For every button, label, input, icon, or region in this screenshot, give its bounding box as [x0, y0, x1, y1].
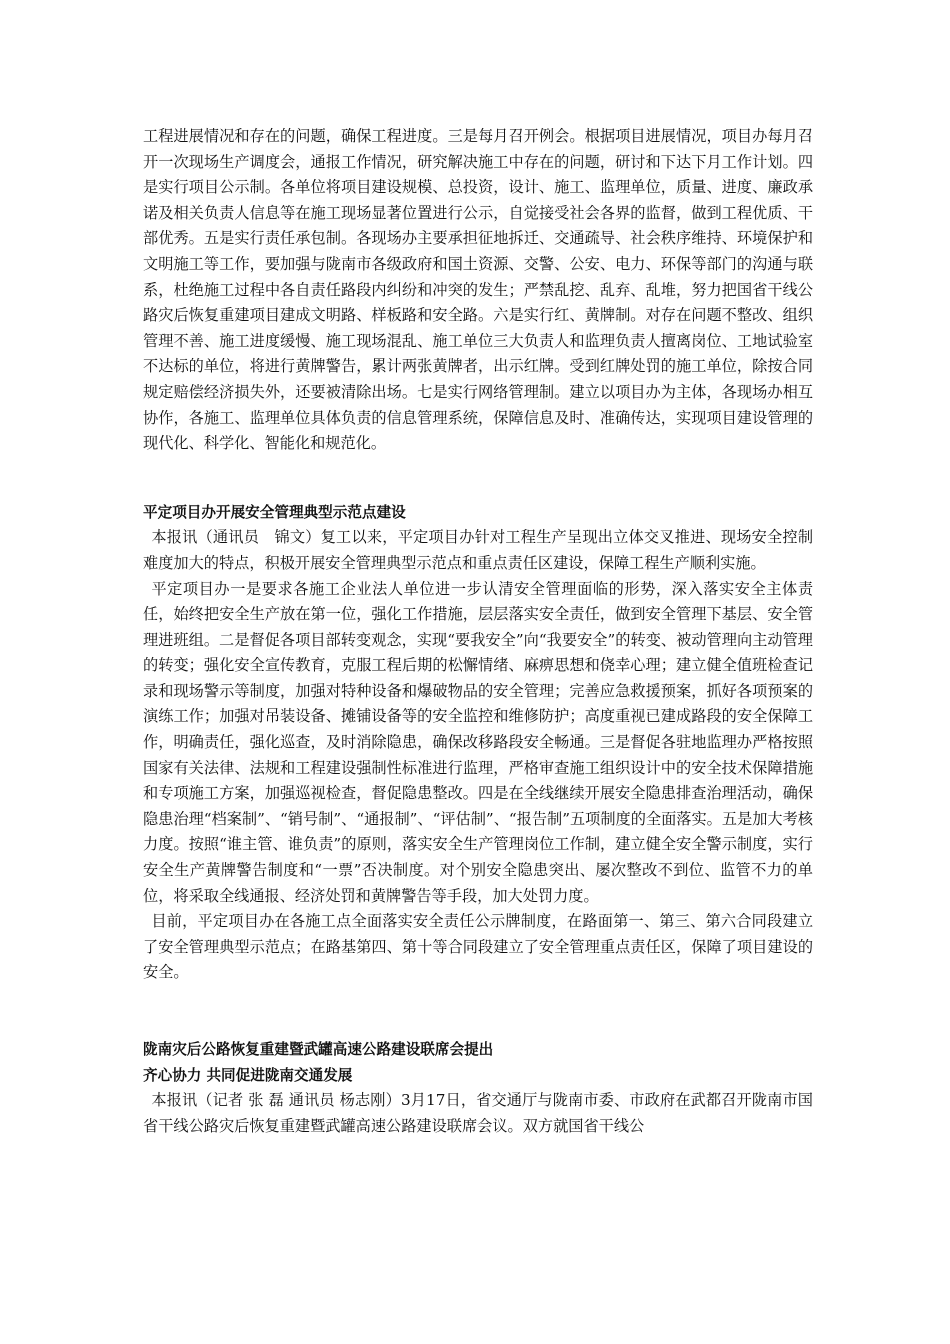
article-headline: 平定项目办开展安全管理典型示范点建设	[143, 503, 406, 521]
body-paragraph: 目前，平定项目办在各施工点全面落实安全责任公示牌制度，在路面第一、第三、第六合同段建立了安全管理典型示范点；在路基第四、第十等合同段建立了安全管理重点责任区，保障了项目建设的安全。	[143, 912, 813, 982]
body-paragraph: 平定项目办一是要求各施工企业法人单位进一步认清安全管理面临的形势，深入落实安全主体责任，始终把安全生产放在第一位，强化工作措施，层层落实安全责任，做到安全管理下基层、安全管理进班组。二是督促各项目部转变观念，实现“要我安全”向“我要安全”的转变、被动管理向主动管理的转变；强化安全宣传教育，克服工程后期的松懈情绪、麻痹思想和侥幸心理；建立健全值班检查记录和现场警示等制度，加强对特种设备和爆破物品的安全管理；完善应急救援预案，抓好各项预案的演练工作；加强对吊装设备、摊铺设备等的安全监控和维修防护；高度重视已建成路段的安全保障工作，明确责任，强化巡查，及时消除隐患，确保改移路段安全畅通。三是督促各驻地监理办严格按照国家有关法律、法规和工程建设强制性标准进行监理，严格审查施工组织设计中的安全技术保障措施和专项施工方案，加强巡视检查，督促隐患整改。四是在全线继续开展安全隐患排查治理活动，确保隐患治理“档案制”、“销号制”、“通报制”、“评估制”、“报告制”五项制度的全面落实。五是加大考核力度。按照“谁主管、谁负责”的原则，落实安全生产管理岗位工作制，建立健全安全警示制度，实行安全生产黄牌警告制度和“一票”否决制度。对个别安全隐患突出、屡次整改不到位、监管不力的单位，将采取全线通报、经济处罚和黄牌警告等手段，加大处罚力度。	[143, 579, 813, 905]
article-headline: 陇南灾后公路恢复重建暨武罐高速公路建设联席会提出	[143, 1041, 494, 1058]
body-paragraph: 本报讯（记者 张 磊 通讯员 杨志刚）3月17日，省交通厅与陇南市委、市政府在武都召开陇南市国省干线公路灾后恢复重建暨武罐高速公路建设联席会议。双方就国省干线公	[143, 1091, 813, 1135]
article-pingding-safety	[143, 500, 813, 986]
article-project-management	[143, 124, 813, 457]
section-spacer	[143, 986, 813, 1037]
document-body	[143, 124, 813, 1139]
body-paragraph: 工程进展情况和存在的问题，确保工程进度。三是每月召开例会。根据项目进展情况，项目办每月召开一次现场生产调度会，通报工作情况，研究解决施工中存在的问题，研讨和下达下月工作计划。四是实行项目公示制。各单位将项目建设规模、总投资，设计、施工、监理单位，质量、进度、廉政承诺及相关负责人信息等在施工现场显著位置进行公示，自觉接受社会各界的监督，做到工程优质、干部优秀。五是实行责任承包制。各现场办主要承担征地拆迁、交通疏导、社会秩序维持、环境保护和文明施工等工作，要加强与陇南市各级政府和国土资源、交警、公安、电力、环保等部门的沟通与联系，杜绝施工过程中各自责任路段内纠纷和冲突的发生；严禁乱挖、乱弃、乱堆，努力把国省干线公路灾后恢复重建项目建成文明路、样板路和安全路。六是实行红、黄牌制。对存在问题不整改、组织管理不善、施工进度缓慢、施工现场混乱、施工单位三大负责人和监理负责人擅离岗位、工地试验室不达标的单位，将进行黄牌警告，累计两张黄牌者，出示红牌。受到红牌处罚的施工单位，除按合同规定赔偿经济损失外，还要被清除出场。七是实行网络管理制。建立以项目办为主体，各现场办相互协作，各施工、监理单位具体负责的信息管理系统，保障信息及时、准确传达，实现项目建设管理的现代化、科学化、智能化和规范化。	[143, 127, 813, 453]
section-spacer	[143, 457, 813, 500]
article-longnan-meeting	[143, 1037, 813, 1139]
article-subheadline: 齐心协力 共同促进陇南交通发展	[143, 1066, 353, 1084]
body-paragraph: 本报讯（通讯员 锦文）复工以来，平定项目办针对工程生产呈现出立体交叉推进、现场安全控制难度加大的特点，积极开展安全管理典型示范点和重点责任区建设，保障工程生产顺利实施。	[143, 528, 813, 572]
